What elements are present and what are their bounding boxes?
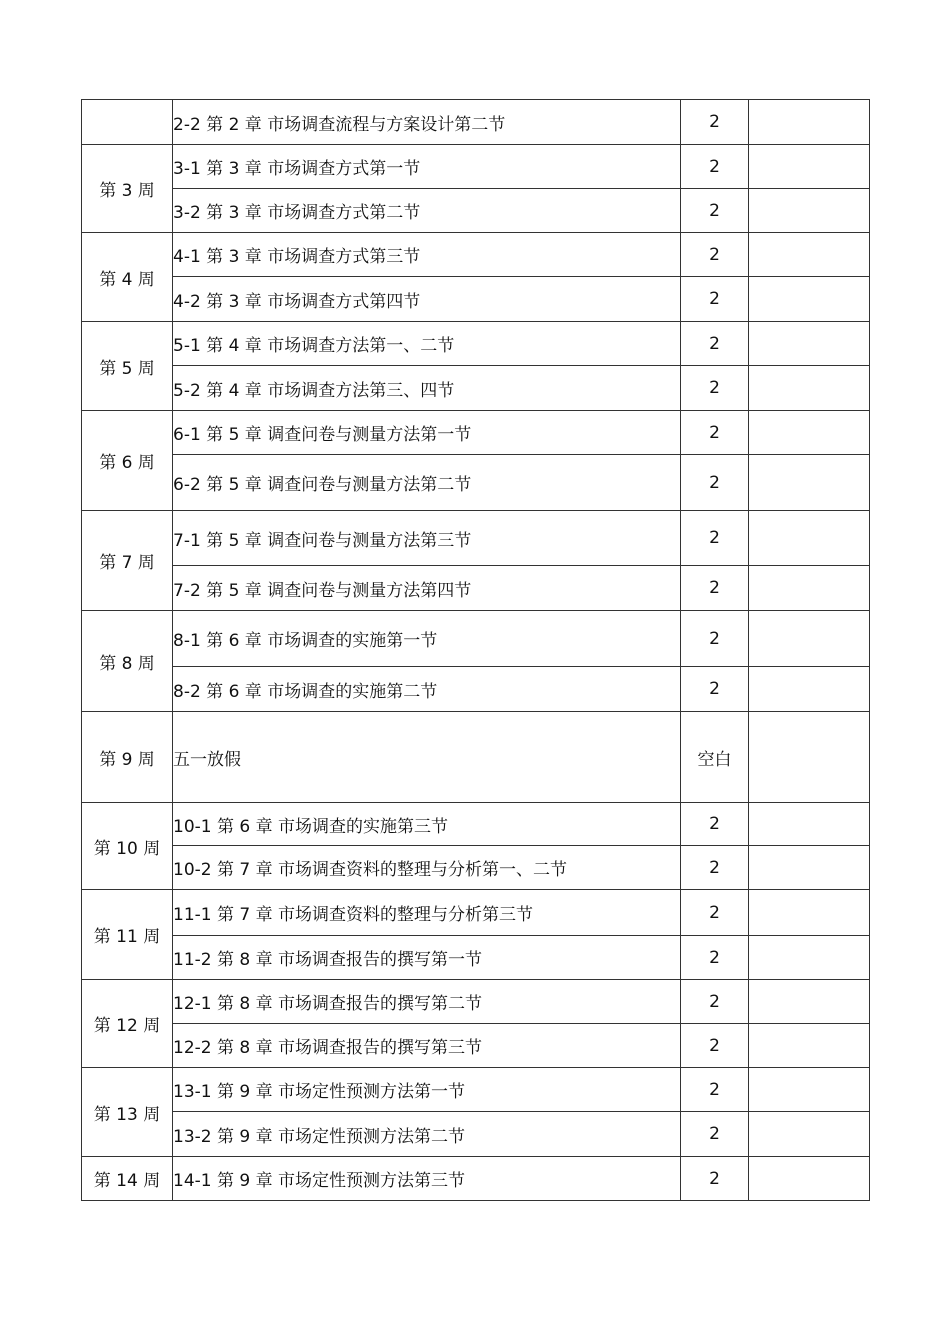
table-row (82, 189, 870, 233)
lesson-content-cell: 7-1 第 5 章 调查问卷与测量方法第三节 (173, 511, 681, 566)
lesson-content-cell: 6-2 第 5 章 调查问卷与测量方法第二节 (173, 455, 681, 511)
lesson-content-cell: 8-2 第 6 章 市场调查的实施第二节 (173, 667, 681, 712)
lesson-content-cell: 13-2 第 9 章 市场定性预测方法第二节 (173, 1112, 681, 1157)
table-row (82, 145, 870, 189)
lesson-content-cell: 4-2 第 3 章 市场调查方式第四节 (173, 277, 681, 322)
lesson-content-cell: 3-1 第 3 章 市场调查方式第一节 (173, 145, 681, 189)
lesson-content-cell: 2-2 第 2 章 市场调查流程与方案设计第二节 (173, 100, 681, 145)
note-cell (749, 846, 870, 890)
note-cell (749, 411, 870, 455)
week-cell: 第 8 周 (82, 611, 173, 712)
table-row (82, 936, 870, 980)
table-row (82, 100, 870, 145)
lesson-content-cell: 3-2 第 3 章 市场调查方式第二节 (173, 189, 681, 233)
hours-cell: 2 (681, 980, 749, 1024)
lesson-content-cell: 10-1 第 6 章 市场调查的实施第三节 (173, 803, 681, 846)
hours-cell: 2 (681, 189, 749, 233)
week-cell: 第 13 周 (82, 1068, 173, 1157)
week-cell: 第 10 周 (82, 803, 173, 890)
hours-cell: 2 (681, 322, 749, 366)
note-cell (749, 277, 870, 322)
week-cell: 第 6 周 (82, 411, 173, 511)
note-cell (749, 803, 870, 846)
hours-cell: 2 (681, 890, 749, 936)
lesson-content-cell: 11-1 第 7 章 市场调查资料的整理与分析第三节 (173, 890, 681, 936)
note-cell (749, 366, 870, 411)
note-cell (749, 189, 870, 233)
hours-cell: 空白 (681, 712, 749, 803)
hours-cell: 2 (681, 145, 749, 189)
table-row (82, 366, 870, 411)
lesson-content-cell: 8-1 第 6 章 市场调查的实施第一节 (173, 611, 681, 667)
note-cell (749, 100, 870, 145)
note-cell (749, 1112, 870, 1157)
table-row (82, 566, 870, 611)
lesson-content-cell: 5-1 第 4 章 市场调查方法第一、二节 (173, 322, 681, 366)
table-row (82, 611, 870, 667)
lesson-content-cell: 6-1 第 5 章 调查问卷与测量方法第一节 (173, 411, 681, 455)
hours-cell: 2 (681, 1024, 749, 1068)
lesson-content-cell: 7-2 第 5 章 调查问卷与测量方法第四节 (173, 566, 681, 611)
table-row (82, 667, 870, 712)
hours-cell: 2 (681, 366, 749, 411)
lesson-content-cell: 4-1 第 3 章 市场调查方式第三节 (173, 233, 681, 277)
week-cell: 第 11 周 (82, 890, 173, 980)
week-cell: 第 12 周 (82, 980, 173, 1068)
table-row (82, 1068, 870, 1112)
hours-cell: 2 (681, 803, 749, 846)
note-cell (749, 455, 870, 511)
note-cell (749, 611, 870, 667)
lesson-content-cell: 5-2 第 4 章 市场调查方法第三、四节 (173, 366, 681, 411)
hours-cell: 2 (681, 277, 749, 322)
hours-cell: 2 (681, 611, 749, 667)
week-cell: 第 7 周 (82, 511, 173, 611)
week-cell: 第 4 周 (82, 233, 173, 322)
table-row (82, 712, 870, 803)
hours-cell: 2 (681, 455, 749, 511)
note-cell (749, 980, 870, 1024)
table-row (82, 1112, 870, 1157)
hours-cell: 2 (681, 667, 749, 712)
hours-cell: 2 (681, 411, 749, 455)
table-row (82, 1157, 870, 1201)
lesson-content-cell: 五一放假 (173, 712, 681, 803)
lesson-content-cell: 12-1 第 8 章 市场调查报告的撰写第二节 (173, 980, 681, 1024)
hours-cell: 2 (681, 1112, 749, 1157)
week-cell (82, 100, 173, 145)
note-cell (749, 890, 870, 936)
table-row (82, 455, 870, 511)
note-cell (749, 566, 870, 611)
week-cell: 第 14 周 (82, 1157, 173, 1201)
note-cell (749, 712, 870, 803)
table-row (82, 890, 870, 936)
schedule-table (81, 99, 870, 1201)
lesson-content-cell: 12-2 第 8 章 市场调查报告的撰写第三节 (173, 1024, 681, 1068)
hours-cell: 2 (681, 1157, 749, 1201)
table-row (82, 233, 870, 277)
hours-cell: 2 (681, 1068, 749, 1112)
table-row (82, 803, 870, 846)
table-row (82, 511, 870, 566)
note-cell (749, 936, 870, 980)
hours-cell: 2 (681, 100, 749, 145)
table-row (82, 322, 870, 366)
note-cell (749, 145, 870, 189)
table-row (82, 980, 870, 1024)
week-cell: 第 9 周 (82, 712, 173, 803)
note-cell (749, 667, 870, 712)
hours-cell: 2 (681, 846, 749, 890)
note-cell (749, 1157, 870, 1201)
table-row (82, 846, 870, 890)
hours-cell: 2 (681, 566, 749, 611)
table-row (82, 411, 870, 455)
week-cell: 第 5 周 (82, 322, 173, 411)
hours-cell: 2 (681, 233, 749, 277)
table-row (82, 277, 870, 322)
note-cell (749, 233, 870, 277)
table-row (82, 1024, 870, 1068)
note-cell (749, 511, 870, 566)
week-cell: 第 3 周 (82, 145, 173, 233)
lesson-content-cell: 10-2 第 7 章 市场调查资料的整理与分析第一、二节 (173, 846, 681, 890)
lesson-content-cell: 11-2 第 8 章 市场调查报告的撰写第一节 (173, 936, 681, 980)
note-cell (749, 322, 870, 366)
note-cell (749, 1024, 870, 1068)
lesson-content-cell: 13-1 第 9 章 市场定性预测方法第一节 (173, 1068, 681, 1112)
note-cell (749, 1068, 870, 1112)
hours-cell: 2 (681, 511, 749, 566)
lesson-content-cell: 14-1 第 9 章 市场定性预测方法第三节 (173, 1157, 681, 1201)
hours-cell: 2 (681, 936, 749, 980)
